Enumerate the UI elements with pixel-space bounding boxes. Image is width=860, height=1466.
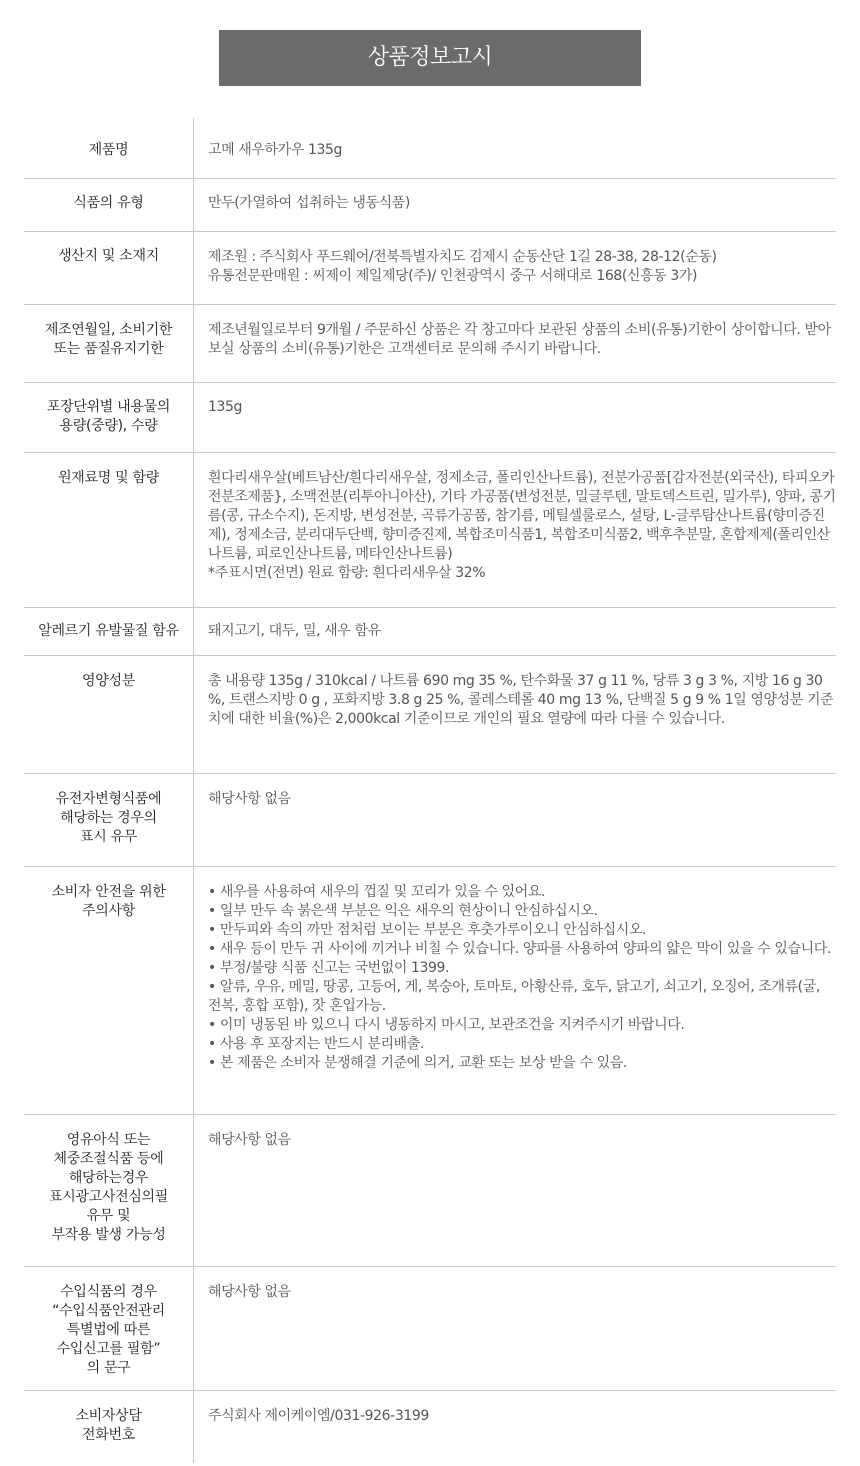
row-value xyxy=(194,774,836,866)
table-row xyxy=(24,608,836,656)
row-value-text: 만두(가열하여 섭취하는 냉동식품) xyxy=(208,195,410,211)
row-value-text: 해당사항 없음 xyxy=(208,1284,291,1300)
row-label-line: 주의사항 xyxy=(82,903,135,919)
table-row xyxy=(24,867,836,1115)
row-label xyxy=(24,608,194,655)
row-label xyxy=(24,179,194,231)
row-label xyxy=(24,232,194,304)
row-value xyxy=(194,453,836,607)
table-row xyxy=(24,656,836,774)
row-label-line: 유무 및 xyxy=(86,1208,131,1224)
row-value xyxy=(194,1115,836,1266)
row-label-line: 의 문구 xyxy=(86,1360,131,1376)
row-label-line: 전화번호 xyxy=(82,1427,135,1443)
row-value xyxy=(194,656,836,773)
row-value-text: 해당사항 없음 xyxy=(208,791,291,807)
row-label-line: 체중조절식품 등에 xyxy=(53,1151,164,1167)
list-item: • 새우를 사용하여 새우의 껍질 및 꼬리가 있을 수 있어요. xyxy=(208,884,546,900)
row-label-line: 영양성분 xyxy=(82,673,135,689)
row-value xyxy=(194,305,836,382)
row-value xyxy=(194,1391,836,1463)
table-row xyxy=(24,305,836,383)
caution-list xyxy=(208,883,836,1073)
row-value xyxy=(194,383,836,452)
row-label xyxy=(24,656,194,773)
row-label-line: 소비자 안전을 위한 xyxy=(51,884,166,900)
page-title: 상품정보고시 xyxy=(219,30,641,86)
row-label-line: 알레르기 유발물질 함유 xyxy=(38,623,179,639)
row-value xyxy=(194,118,836,178)
table-row xyxy=(24,232,836,305)
row-value-text: 제조원 : 주식회사 푸드웨어/전북특별자치도 김제시 순동산단 1길 28-38, 28-12(순동) xyxy=(208,249,717,265)
row-value-text: 해당사항 없음 xyxy=(208,1132,291,1148)
table-row xyxy=(24,774,836,867)
row-label-line: 해당하는경우 xyxy=(68,1170,149,1186)
row-label-line: 부작용 발생 가능성 xyxy=(51,1227,166,1243)
row-label-line: 식품의 유형 xyxy=(73,195,144,211)
row-label xyxy=(24,305,194,382)
list-item: • 사용 후 포장지는 반드시 분리배출. xyxy=(208,1036,424,1052)
row-label-line: 원재료명 및 함량 xyxy=(58,470,159,486)
row-value-text: 총 내용량 135g / 310kcal / 나트륨 690 mg 35 %, 탄수화물 37 g 11 %, 당류 3 g 3 %, 지방 16 g 30 %, 트랜스지방 0 g , 포화지방 3.8 g 25 %, 콜레스테롤 40 mg 13 %, 단백질 5 g 9 % 1일 영양성분 기준치에 대한 비율(%)은 2,000kcal 기준이므로 개인의 필요 열량에 따라 다를 수 있습니다. xyxy=(208,673,834,727)
list-item: • 본 제품은 소비자 분쟁해결 기준에 의거, 교환 또는 보상 받을 수 있음. xyxy=(208,1055,627,1071)
table-row xyxy=(24,453,836,608)
row-label-line: 소비자상담 xyxy=(75,1408,142,1424)
table-row xyxy=(24,179,836,232)
table-row xyxy=(24,383,836,453)
row-value xyxy=(194,1267,836,1390)
list-item: • 만두피와 속의 까만 점처럼 보이는 부분은 후춧가루이오니 안심하십시오. xyxy=(208,922,647,938)
table-row xyxy=(24,118,836,179)
row-label-line: “수입식품안전관리 xyxy=(52,1303,165,1319)
row-value-text: 제조년월일로부터 9개월 / 주문하신 상품은 각 창고마다 보관된 상품의 소비(유통)기한이 상이합니다. 받아보실 상품의 소비(유통)기한은 고객센터로 문의해 주시기 바랍니다. xyxy=(208,322,831,357)
row-value xyxy=(194,232,836,304)
list-item: • 이미 냉동된 바 있으니 다시 냉동하지 마시고, 보관조건을 지켜주시기 바랍니다. xyxy=(208,1017,685,1033)
row-value xyxy=(194,867,836,1114)
row-label xyxy=(24,1391,194,1463)
table-row xyxy=(24,1267,836,1391)
table-row xyxy=(24,1115,836,1267)
row-value-text: 돼지고기, 대두, 밀, 새우 함유 xyxy=(208,623,381,639)
row-value-text: 주식회사 제이케이엠/031-926-3199 xyxy=(208,1408,429,1424)
list-item: • 새우 등이 만두 귀 사이에 끼거나 비칠 수 있습니다. 양파를 사용하여 양파의 얇은 막이 있을 수 있습니다. xyxy=(208,941,831,957)
row-label xyxy=(24,453,194,607)
row-label xyxy=(24,774,194,866)
row-label xyxy=(24,383,194,452)
row-label xyxy=(24,1115,194,1266)
row-value-text: 고메 새우하가우 135g xyxy=(208,142,342,158)
list-item: • 일부 만두 속 붉은색 부분은 익은 새우의 현상이니 안심하십시오. xyxy=(208,903,598,919)
row-label-line: 생산지 및 소재지 xyxy=(58,248,159,264)
list-item: • 부정/불량 식품 신고는 국번없이 1399. xyxy=(208,960,450,976)
row-label-line: 표시광고사전심의필 xyxy=(48,1189,168,1205)
row-label-line: 용량(중량), 수량 xyxy=(59,418,158,434)
row-value xyxy=(194,179,836,231)
row-label-line: 포장단위별 내용물의 xyxy=(46,399,171,415)
product-info-table xyxy=(24,118,836,1463)
row-label-line: 유전자변형식품에 xyxy=(55,791,162,807)
row-label-line: 해당하는 경우의 xyxy=(60,810,157,826)
row-label-line: 제품명 xyxy=(88,142,129,158)
row-label-line: 영유아식 또는 xyxy=(66,1132,151,1148)
row-label-line: 또는 품질유지기한 xyxy=(53,341,164,357)
row-label-line: 특별법에 따른 xyxy=(66,1322,151,1338)
row-value-text: 135g xyxy=(208,399,243,415)
table-row xyxy=(24,1391,836,1463)
row-label-line: 수입신고를 필함” xyxy=(56,1341,161,1357)
row-label-line: 수입식품의 경우 xyxy=(60,1284,157,1300)
row-label xyxy=(24,867,194,1114)
row-label-line: 제조연월일, 소비기한 xyxy=(44,322,173,338)
row-value xyxy=(194,608,836,655)
row-value-text: 유통전문판매원 : 씨제이 제일제당(주)/ 인천광역시 중구 서해대로 168(신흥동 3가) xyxy=(208,268,698,284)
list-item: • 알류, 우유, 메밀, 땅콩, 고등어, 게, 복숭아, 토마토, 아황산류, 호두, 닭고기, 쇠고기, 오징어, 조개류(굴, 전복, 홍합 포함), 잣 혼입가능. xyxy=(208,979,820,1014)
row-value-text: 흰다리새우살(베트남산/흰다리새우살, 정제소금, 폴리인산나트륨), 전분가공품[감자전분(외국산), 타피오카전분조제품}, 소맥전분(리투아니아산), 기타 가공품(변성전분, 밀글루텐, 말토덱스트린, 밀가루), 양파, 콩기름(콩, 규소수지), 돈지방, 변성전분, 곡류가공품, 참기름, 메틸셀룰로스, 설탕, L-글루탐산나트륨(향미증진제), 정제소금, 분리대두단백, 향미증진제, 복합조미식품1, 복합조미식품2, 백후추분말, 혼합제제(폴리인산나트륨, 피로인산나트륨, 메타인산나트륨) xyxy=(208,470,836,562)
row-label xyxy=(24,1267,194,1390)
row-label xyxy=(24,118,194,178)
row-label-line: 표시 유무 xyxy=(79,829,138,845)
row-value-text: *주표시면(전면) 원료 함량: 흰다리새우살 32% xyxy=(208,565,486,581)
